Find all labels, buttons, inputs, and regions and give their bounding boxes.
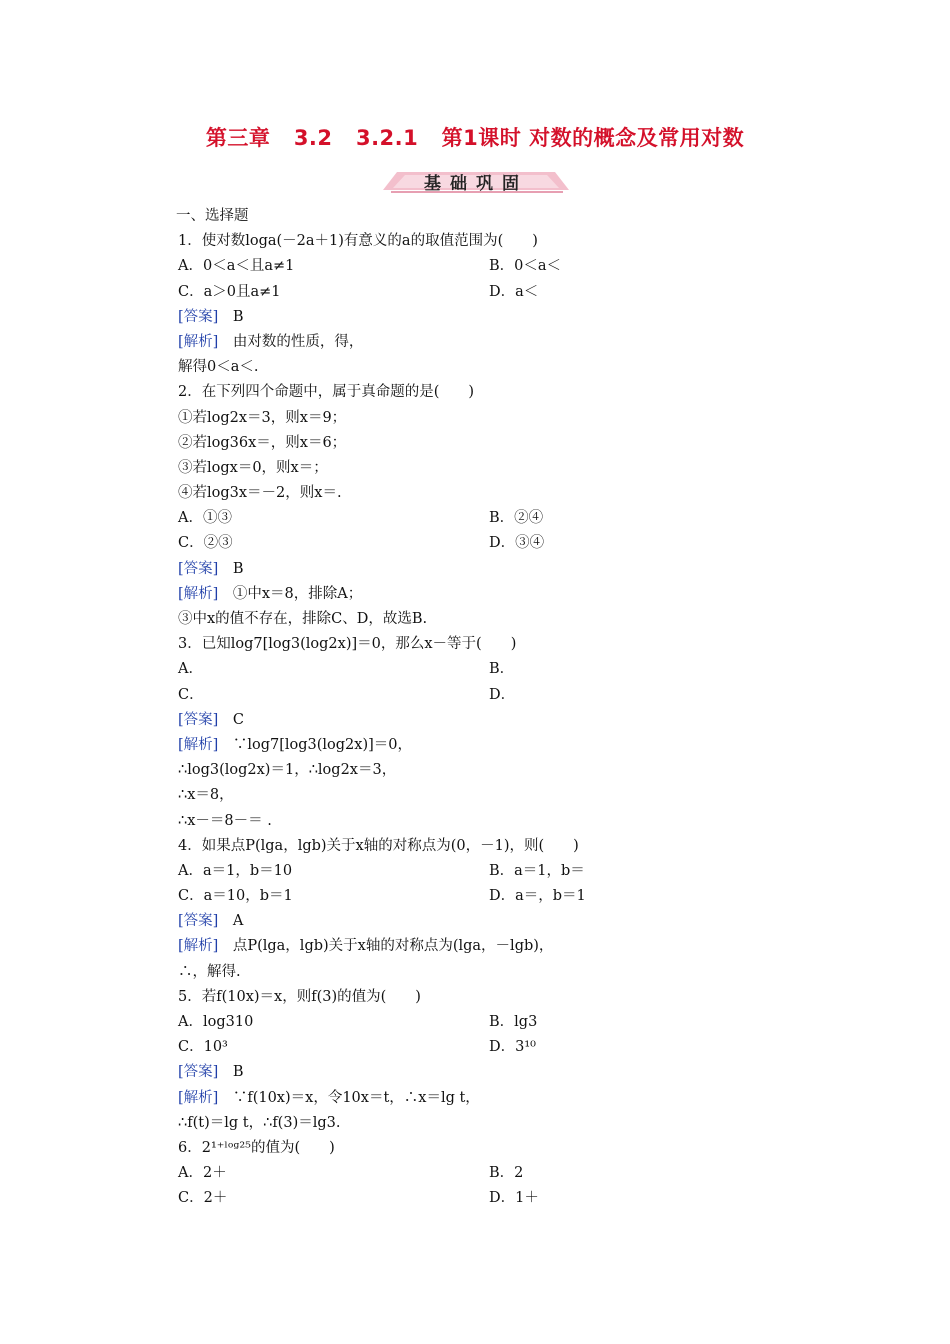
question-list bbox=[178, 204, 798, 1212]
option: A．2＋ bbox=[178, 1165, 227, 1182]
option-row bbox=[178, 1010, 798, 1035]
question-stem: 4．如果点P(lga，lgb)关于x轴的对称点为(0，－1)，则( ) bbox=[178, 837, 579, 854]
option-row bbox=[178, 859, 798, 884]
option: C．②③ bbox=[178, 535, 233, 552]
answer-value: B bbox=[218, 308, 244, 325]
option-row bbox=[178, 657, 798, 682]
option: D．1＋ bbox=[489, 1190, 539, 1207]
analysis-line bbox=[178, 1086, 798, 1111]
analysis-line bbox=[178, 582, 798, 607]
option-row bbox=[178, 683, 798, 708]
analysis-text: ∴，解得. bbox=[178, 963, 241, 980]
option: A．①③ bbox=[178, 510, 232, 527]
analysis-text: ③中x的值不存在，排除C、D，故选B. bbox=[178, 611, 428, 627]
option-row bbox=[178, 1035, 798, 1060]
option: A．a＝1，b＝10 bbox=[178, 862, 293, 879]
option: A．0＜a＜且a≠1 bbox=[178, 258, 295, 275]
analysis-text: 点P(lga，lgb)关于x轴的对称点为(lga，－lgb)， bbox=[218, 938, 554, 955]
answer-line bbox=[178, 909, 798, 934]
option-row bbox=[178, 531, 798, 556]
analysis-text: 由对数的性质，得， bbox=[218, 333, 364, 350]
answer-line bbox=[178, 1060, 798, 1085]
page-title: 第三章 3.2 3.2.1 第1课时 对数的概念及常用对数 bbox=[205, 126, 745, 150]
answer-value: A bbox=[218, 913, 244, 930]
answer-line bbox=[178, 708, 798, 733]
analysis-text: ∵f(10x)＝x，令10x＝t，∴x＝lg t， bbox=[218, 1089, 480, 1106]
option: B．②④ bbox=[489, 510, 544, 527]
analysis-text: ①中x＝8，排除A； bbox=[218, 585, 363, 602]
analysis-line bbox=[178, 330, 798, 355]
section-banner bbox=[383, 166, 569, 196]
analysis-text: 解得0＜a＜. bbox=[178, 359, 259, 376]
option: D．③④ bbox=[489, 535, 545, 552]
question-stem: 2．在下列四个命题中，属于真命题的是( ) bbox=[178, 384, 475, 401]
question-stem: 6．2¹⁺ˡᵒᵍ²⁵的值为( ) bbox=[178, 1139, 335, 1156]
option: D．3¹⁰ bbox=[489, 1039, 536, 1056]
option: B．0＜a＜ bbox=[489, 258, 562, 275]
answer-tag: [答案] bbox=[178, 308, 219, 325]
answer-tag: [答案] bbox=[178, 913, 219, 930]
analysis-text: ∴f(t)＝lg t，∴f(3)＝lg3. bbox=[178, 1114, 341, 1131]
option: C．a＞0且a≠1 bbox=[178, 283, 281, 300]
proposition: ③若logx＝0，则x＝； bbox=[178, 459, 328, 476]
analysis-line bbox=[178, 934, 798, 959]
answer-tag: [答案] bbox=[178, 560, 219, 577]
option: C．a＝10，b＝1 bbox=[178, 888, 293, 905]
question-stem: 3．已知log7[log3(log2x)]＝0，那么x－等于( ) bbox=[178, 636, 517, 653]
proposition: ①若log2x＝3，则x＝9； bbox=[178, 409, 347, 426]
option: A．log310 bbox=[178, 1014, 254, 1030]
answer-value: C bbox=[218, 711, 244, 728]
option-row bbox=[178, 506, 798, 531]
analysis-tag: [解析] bbox=[178, 333, 219, 350]
section-heading: 一、选择题 bbox=[176, 208, 249, 224]
option: C．2＋ bbox=[178, 1190, 228, 1207]
analysis-tag: [解析] bbox=[178, 938, 219, 955]
option: C．10³ bbox=[178, 1039, 228, 1056]
analysis-text: ∴x＝8， bbox=[178, 787, 234, 804]
question-stem: 1．使对数loga(－2a＋1)有意义的a的取值范围为( ) bbox=[178, 233, 538, 250]
analysis-tag: [解析] bbox=[178, 585, 219, 602]
analysis-text: ∵log7[log3(log2x)]＝0， bbox=[218, 736, 412, 753]
option: D．a＝，b＝1 bbox=[489, 888, 586, 905]
analysis-line bbox=[178, 733, 798, 758]
proposition: ④若log3x＝－2，则x＝. bbox=[178, 485, 342, 502]
option-row bbox=[178, 1186, 798, 1211]
option: B．2 bbox=[489, 1165, 524, 1182]
option: A． bbox=[178, 661, 203, 678]
proposition: ②若log36x＝，则x＝6； bbox=[178, 434, 347, 451]
answer-tag: [答案] bbox=[178, 711, 219, 728]
banner-label: 基础巩固 bbox=[424, 174, 528, 194]
option: D． bbox=[489, 686, 516, 703]
option: B．lg3 bbox=[489, 1014, 538, 1030]
analysis-tag: [解析] bbox=[178, 736, 219, 753]
option-row bbox=[178, 1161, 798, 1186]
option-row bbox=[178, 280, 798, 305]
answer-value: B bbox=[218, 1064, 244, 1081]
option: B．a＝1，b＝ bbox=[489, 862, 585, 879]
question-stem: 5．若f(10x)＝x，则f(3)的值为( ) bbox=[178, 988, 421, 1005]
answer-value: B bbox=[218, 560, 244, 577]
option-row bbox=[178, 884, 798, 909]
answer-tag: [答案] bbox=[178, 1064, 219, 1081]
analysis-text: ∴log3(log2x)＝1，∴log2x＝3， bbox=[178, 762, 397, 779]
option-row bbox=[178, 254, 798, 279]
analysis-tag: [解析] bbox=[178, 1089, 219, 1106]
answer-line bbox=[178, 557, 798, 582]
analysis-text: ∴x－＝8－＝ . bbox=[178, 812, 272, 829]
answer-line bbox=[178, 305, 798, 330]
option: D．a＜ bbox=[489, 283, 539, 300]
option: B． bbox=[489, 661, 515, 678]
option: C． bbox=[178, 686, 204, 703]
